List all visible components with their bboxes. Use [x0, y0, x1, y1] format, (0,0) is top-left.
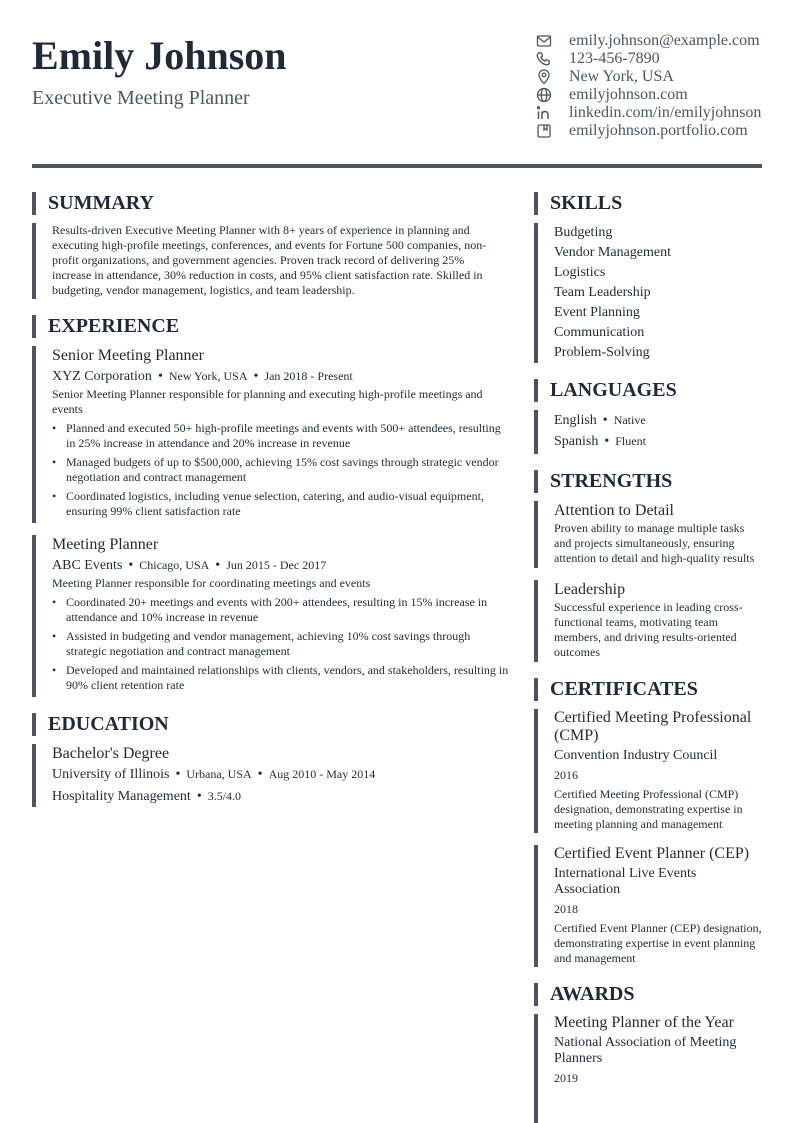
education-meta [52, 764, 510, 785]
left-column [32, 192, 510, 807]
contact-email-text: emily.johnson@example.com [569, 32, 760, 49]
linkedin-icon [536, 105, 552, 121]
education-field-row [52, 786, 510, 807]
skills-block [534, 223, 762, 363]
job-company: XYZ Corporation [52, 369, 152, 384]
job-location: New York, USA [168, 369, 248, 383]
awards-heading: AWARDS [534, 983, 762, 1006]
certificate-year: 2018 [554, 902, 578, 916]
separator-dot: • [128, 558, 134, 573]
separator-dot: • [196, 789, 202, 804]
candidate-title: Executive Meeting Planner [32, 87, 250, 109]
language-item [554, 410, 762, 431]
right-column [534, 192, 762, 1123]
job-bullet: • Planned and executed 50+ high-profile meetings and events with 500+ attendees, resulting in 25% increase in attendance and 20% increase in revenue [52, 421, 510, 451]
globe-icon [536, 87, 552, 103]
portfolio-icon [536, 123, 552, 139]
certificates-heading: CERTIFICATES [534, 678, 762, 701]
education-item [32, 744, 510, 807]
certificate-item [534, 845, 762, 967]
experience-heading: EXPERIENCE [32, 315, 510, 338]
certificate-title: Certified Meeting Professional (CMP) [554, 709, 752, 744]
education-field: Hospitality Management [52, 789, 191, 804]
job-bullet: • Coordinated logistics, including venue selection, catering, and audio-visual equipment, ensuring 99% client satisfaction rate [52, 489, 510, 519]
languages-heading: LANGUAGES [534, 379, 762, 402]
strength-item [534, 580, 762, 662]
summary-heading: SUMMARY [32, 192, 510, 215]
skill-item: Logistics [554, 265, 606, 280]
education-heading: EDUCATION [32, 713, 510, 736]
job-meta [52, 555, 510, 576]
job-dates: Jan 2018 - Present [264, 369, 353, 383]
job-description: Senior Meeting Planner responsible for planning and executing high-profile meetings and events [52, 387, 483, 416]
language-item [554, 431, 762, 452]
skill-item: Event Planning [554, 305, 640, 320]
strength-desc: Successful experience in leading cross-functional teams, motivating team members, and driving results-oriented outcomes [554, 600, 743, 659]
separator-dot: • [604, 434, 610, 449]
separator-dot: • [215, 558, 221, 573]
contact-website[interactable] [536, 86, 768, 104]
education-gpa: 3.5/4.0 [207, 789, 242, 803]
certificate-item [534, 709, 762, 833]
education-degree: Bachelor's Degree [52, 745, 170, 762]
skill-item: Communication [554, 325, 645, 340]
job-location: Chicago, USA [139, 558, 210, 572]
award-title: Meeting Planner of the Year [554, 1014, 734, 1031]
separator-dot: • [157, 369, 163, 384]
contact-portfolio-text: emilyjohnson.portfolio.com [569, 122, 748, 139]
language-level: Native [613, 413, 646, 427]
contact-phone-text: 123-456-7890 [569, 50, 660, 67]
language-name: English [554, 413, 597, 428]
job-description: Meeting Planner responsible for coordinating meetings and events [52, 576, 371, 590]
candidate-name: Emily Johnson [32, 33, 287, 78]
certificate-desc: Certified Event Planner (CEP) designation, demonstrating expertise in event planning and management [554, 921, 762, 965]
mail-icon [536, 33, 552, 49]
contact-location [536, 68, 768, 86]
certificate-org: International Live Events Association [554, 866, 697, 897]
job-title: Senior Meeting Planner [52, 347, 204, 364]
experience-item [32, 535, 510, 697]
education-school: University of Illinois [52, 767, 170, 782]
certificate-title: Certified Event Planner (CEP) [554, 845, 750, 862]
skills-heading: SKILLS [534, 192, 762, 215]
education-dates: Aug 2010 - May 2014 [268, 767, 376, 781]
contact-location-text: New York, USA [569, 68, 674, 85]
location-icon [536, 69, 552, 85]
separator-dot: • [175, 767, 181, 782]
skill-item: Budgeting [554, 225, 613, 240]
certificate-org: Convention Industry Council [554, 748, 718, 763]
summary-block [32, 223, 510, 299]
strength-desc: Proven ability to manage multiple tasks and projects simultaneously, ensuring attention to detail and high-quality results [554, 521, 755, 565]
contact-linkedin[interactable] [536, 104, 768, 122]
job-bullet: • Coordinated 20+ meetings and events with 200+ attendees, resulting in 15% increase in attendance and 10% increase in revenue [52, 595, 510, 625]
contact-list [536, 32, 768, 140]
job-title: Meeting Planner [52, 536, 159, 553]
strength-item [534, 501, 762, 568]
language-level: Fluent [615, 434, 646, 448]
job-bullet: • Managed budgets of up to $500,000, achieving 15% cost savings through strategic vendor negotiation and contract management [52, 455, 510, 485]
job-meta [52, 366, 510, 387]
job-dates: Jun 2015 - Dec 2017 [226, 558, 327, 572]
phone-icon [536, 51, 552, 67]
certificate-year: 2016 [554, 768, 578, 782]
resume-header [32, 30, 762, 160]
skill-item: Team Leadership [554, 285, 651, 300]
skill-item: Vendor Management [554, 245, 672, 260]
contact-portfolio[interactable] [536, 122, 768, 140]
separator-dot: • [602, 413, 608, 428]
certificate-desc: Certified Meeting Professional (CMP) designation, demonstrating expertise in meeting planning and management [554, 787, 743, 831]
contact-email[interactable] [536, 32, 768, 50]
job-bullet: • Assisted in budgeting and vendor management, achieving 10% cost savings through strategic negotiation and contract management [52, 629, 510, 659]
job-bullets [52, 595, 510, 693]
job-bullet: • Developed and maintained relationships with clients, vendors, and stakeholders, resulting in 90% client retention rate [52, 663, 510, 693]
strength-title: Attention to Detail [554, 502, 674, 519]
job-company: ABC Events [52, 558, 123, 573]
contact-linkedin-text: linkedin.com/in/emilyjohnson [569, 104, 762, 121]
award-org: National Association of Meeting Planners [554, 1035, 737, 1066]
award-year: 2019 [554, 1071, 578, 1085]
summary-text: Results-driven Executive Meeting Planner with 8+ years of experience in planning and executing high-profile meetings, conferences, and events for Fortune 500 companies, non-profit organizations, and government agencies. Proven track record of delivering 25% increase in attendance, 30% reduction in costs, and 95% client satisfaction rate. Skilled in budgeting, vendor management, logistics, and team leadership. [52, 223, 487, 297]
strengths-heading: STRENGTHS [534, 470, 762, 493]
language-name: Spanish [554, 434, 599, 449]
award-item [534, 1014, 762, 1123]
separator-dot: • [257, 767, 263, 782]
education-location: Urbana, USA [186, 767, 252, 781]
contact-phone[interactable] [536, 50, 768, 68]
job-bullets [52, 421, 510, 519]
header-divider [32, 164, 762, 168]
strength-title: Leadership [554, 581, 626, 598]
separator-dot: • [253, 369, 259, 384]
skill-item: Problem-Solving [554, 345, 650, 360]
languages-block [534, 410, 762, 454]
contact-website-text: emilyjohnson.com [569, 86, 688, 103]
experience-item [32, 346, 510, 523]
